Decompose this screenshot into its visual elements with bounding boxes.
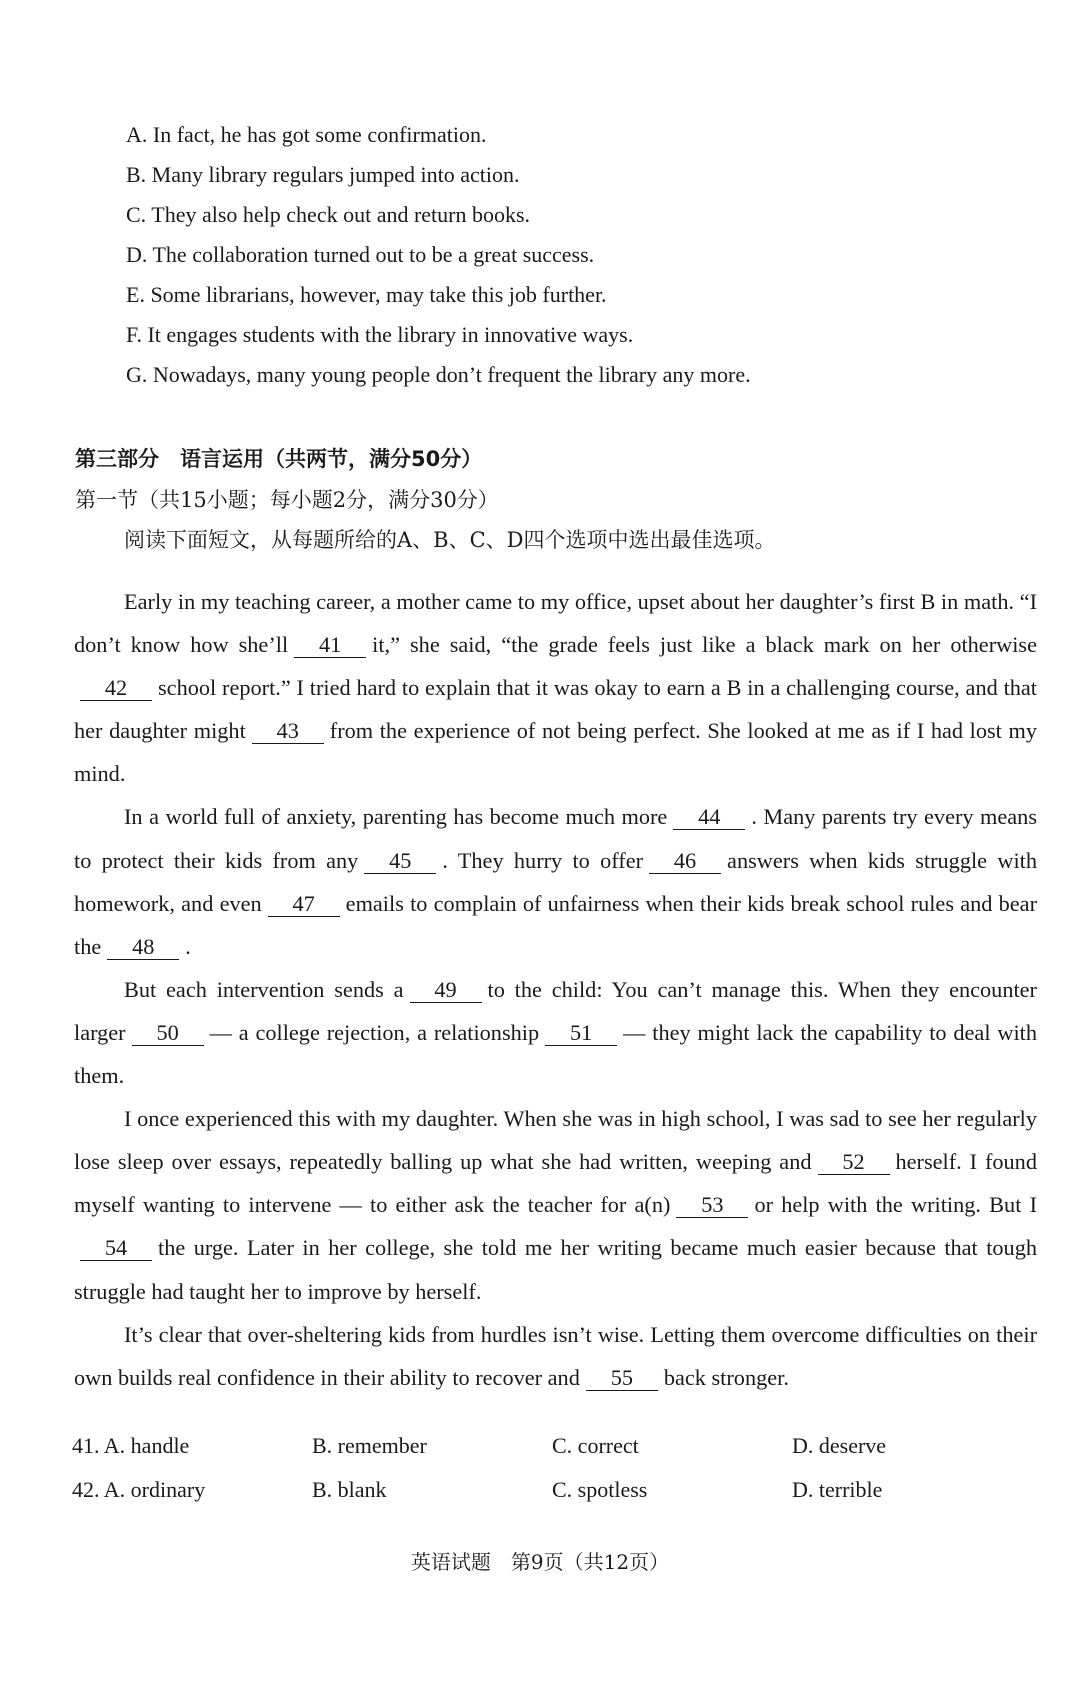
paragraph-5: It’s clear that over-sheltering kids from hurdles isn’t wise. Letting them overcome difficulties on their own builds real confidence in their ability to recover and 55 back stronger. — [74, 1321, 1037, 1390]
blank-51: 51 — [545, 1021, 617, 1046]
blank-48: 48 — [107, 935, 179, 960]
option-e: E. Some librarians, however, may take this job further. — [126, 282, 607, 307]
choice-41-a: 41. A. handle — [72, 1433, 190, 1458]
paragraph-2: In a world full of anxiety, parenting has become much more 44 . Many parents try every means to protect their kids from any 45 . They hurry to offer 46 answers when kids struggle with homework, and even 47 emails to complain of unfairness when their kids break school rules and bear the 48 . — [74, 804, 1037, 959]
cloze-passage — [74, 580, 1037, 1399]
question-41-choices — [72, 1424, 1032, 1468]
blank-45: 45 — [364, 849, 436, 874]
blank-53: 53 — [676, 1193, 748, 1218]
blank-54: 54 — [80, 1236, 152, 1261]
section-title: 第三部分 语言运用（共两节，满分50分） — [75, 447, 483, 471]
blank-55: 55 — [586, 1366, 658, 1391]
answer-choices — [72, 1424, 1032, 1512]
option-c: C. They also help check out and return books. — [126, 202, 531, 227]
blank-47: 47 — [268, 892, 340, 917]
blank-50: 50 — [132, 1021, 204, 1046]
blank-43: 43 — [252, 719, 324, 744]
paragraph-4: I once experienced this with my daughter. When she was in high school, I was sad to see her regularly lose sleep over essays, repeatedly balling up what she had written, weeping and 52 herself. I found myself wanting to intervene — to either ask the teacher for a(n) 53 or help with the writing. But I54 the urge. Later in her college, she told me her writing became much easier because that tough struggle had taught her to improve by herself. — [74, 1106, 1037, 1304]
option-g: G. Nowadays, many young people don’t frequent the library any more. — [126, 362, 751, 387]
option-b: B. Many library regulars jumped into action. — [126, 162, 520, 187]
page-footer: 英语试题 第9页（共12页） — [410, 1550, 670, 1574]
choice-42-c: C. spotless — [552, 1477, 648, 1502]
blank-42: 42 — [80, 676, 152, 701]
paragraph-3: But each intervention sends a 49 to the child: You can’t manage this. When they encounter larger 50 — a college rejection, a relationship 51 — they might lack the capability to deal with them. — [74, 976, 1037, 1089]
option-d: D. The collaboration turned out to be a great success. — [126, 242, 595, 267]
choice-42-d: D. terrible — [792, 1477, 883, 1502]
choice-42-a: 42. A. ordinary — [72, 1477, 206, 1502]
choice-41-d: D. deserve — [792, 1433, 887, 1458]
blank-52: 52 — [818, 1150, 890, 1175]
blank-46: 46 — [649, 849, 721, 874]
question-42-choices — [72, 1468, 1032, 1512]
option-a: A. In fact, he has got some confirmation. — [126, 122, 487, 147]
blank-44: 44 — [673, 805, 745, 830]
blank-41: 41 — [294, 633, 366, 658]
subsection-title: 第一节（共15小题；每小题2分，满分30分） — [75, 488, 499, 512]
choice-42-b: B. blank — [312, 1477, 387, 1502]
choice-41-b: B. remember — [312, 1433, 427, 1458]
option-f: F. It engages students with the library in innovative ways. — [126, 322, 634, 347]
paragraph-1: Early in my teaching career, a mother came to my office, upset about her daughter’s first B in math. “I don’t know how she’ll 41 it,” she said, “the grade feels just like a black mark on her otherwise42 school report.” I tried hard to explain that it was okay to earn a B in a challenging course, and that her daughter might 43 from the experience of not being perfect. She looked at me as if I had lost my mind. — [74, 589, 1037, 787]
choice-41-c: C. correct — [552, 1433, 639, 1458]
blank-49: 49 — [410, 978, 482, 1003]
instruction-text: 阅读下面短文，从每题所给的A、B、C、D四个选项中选出最佳选项。 — [124, 528, 776, 552]
